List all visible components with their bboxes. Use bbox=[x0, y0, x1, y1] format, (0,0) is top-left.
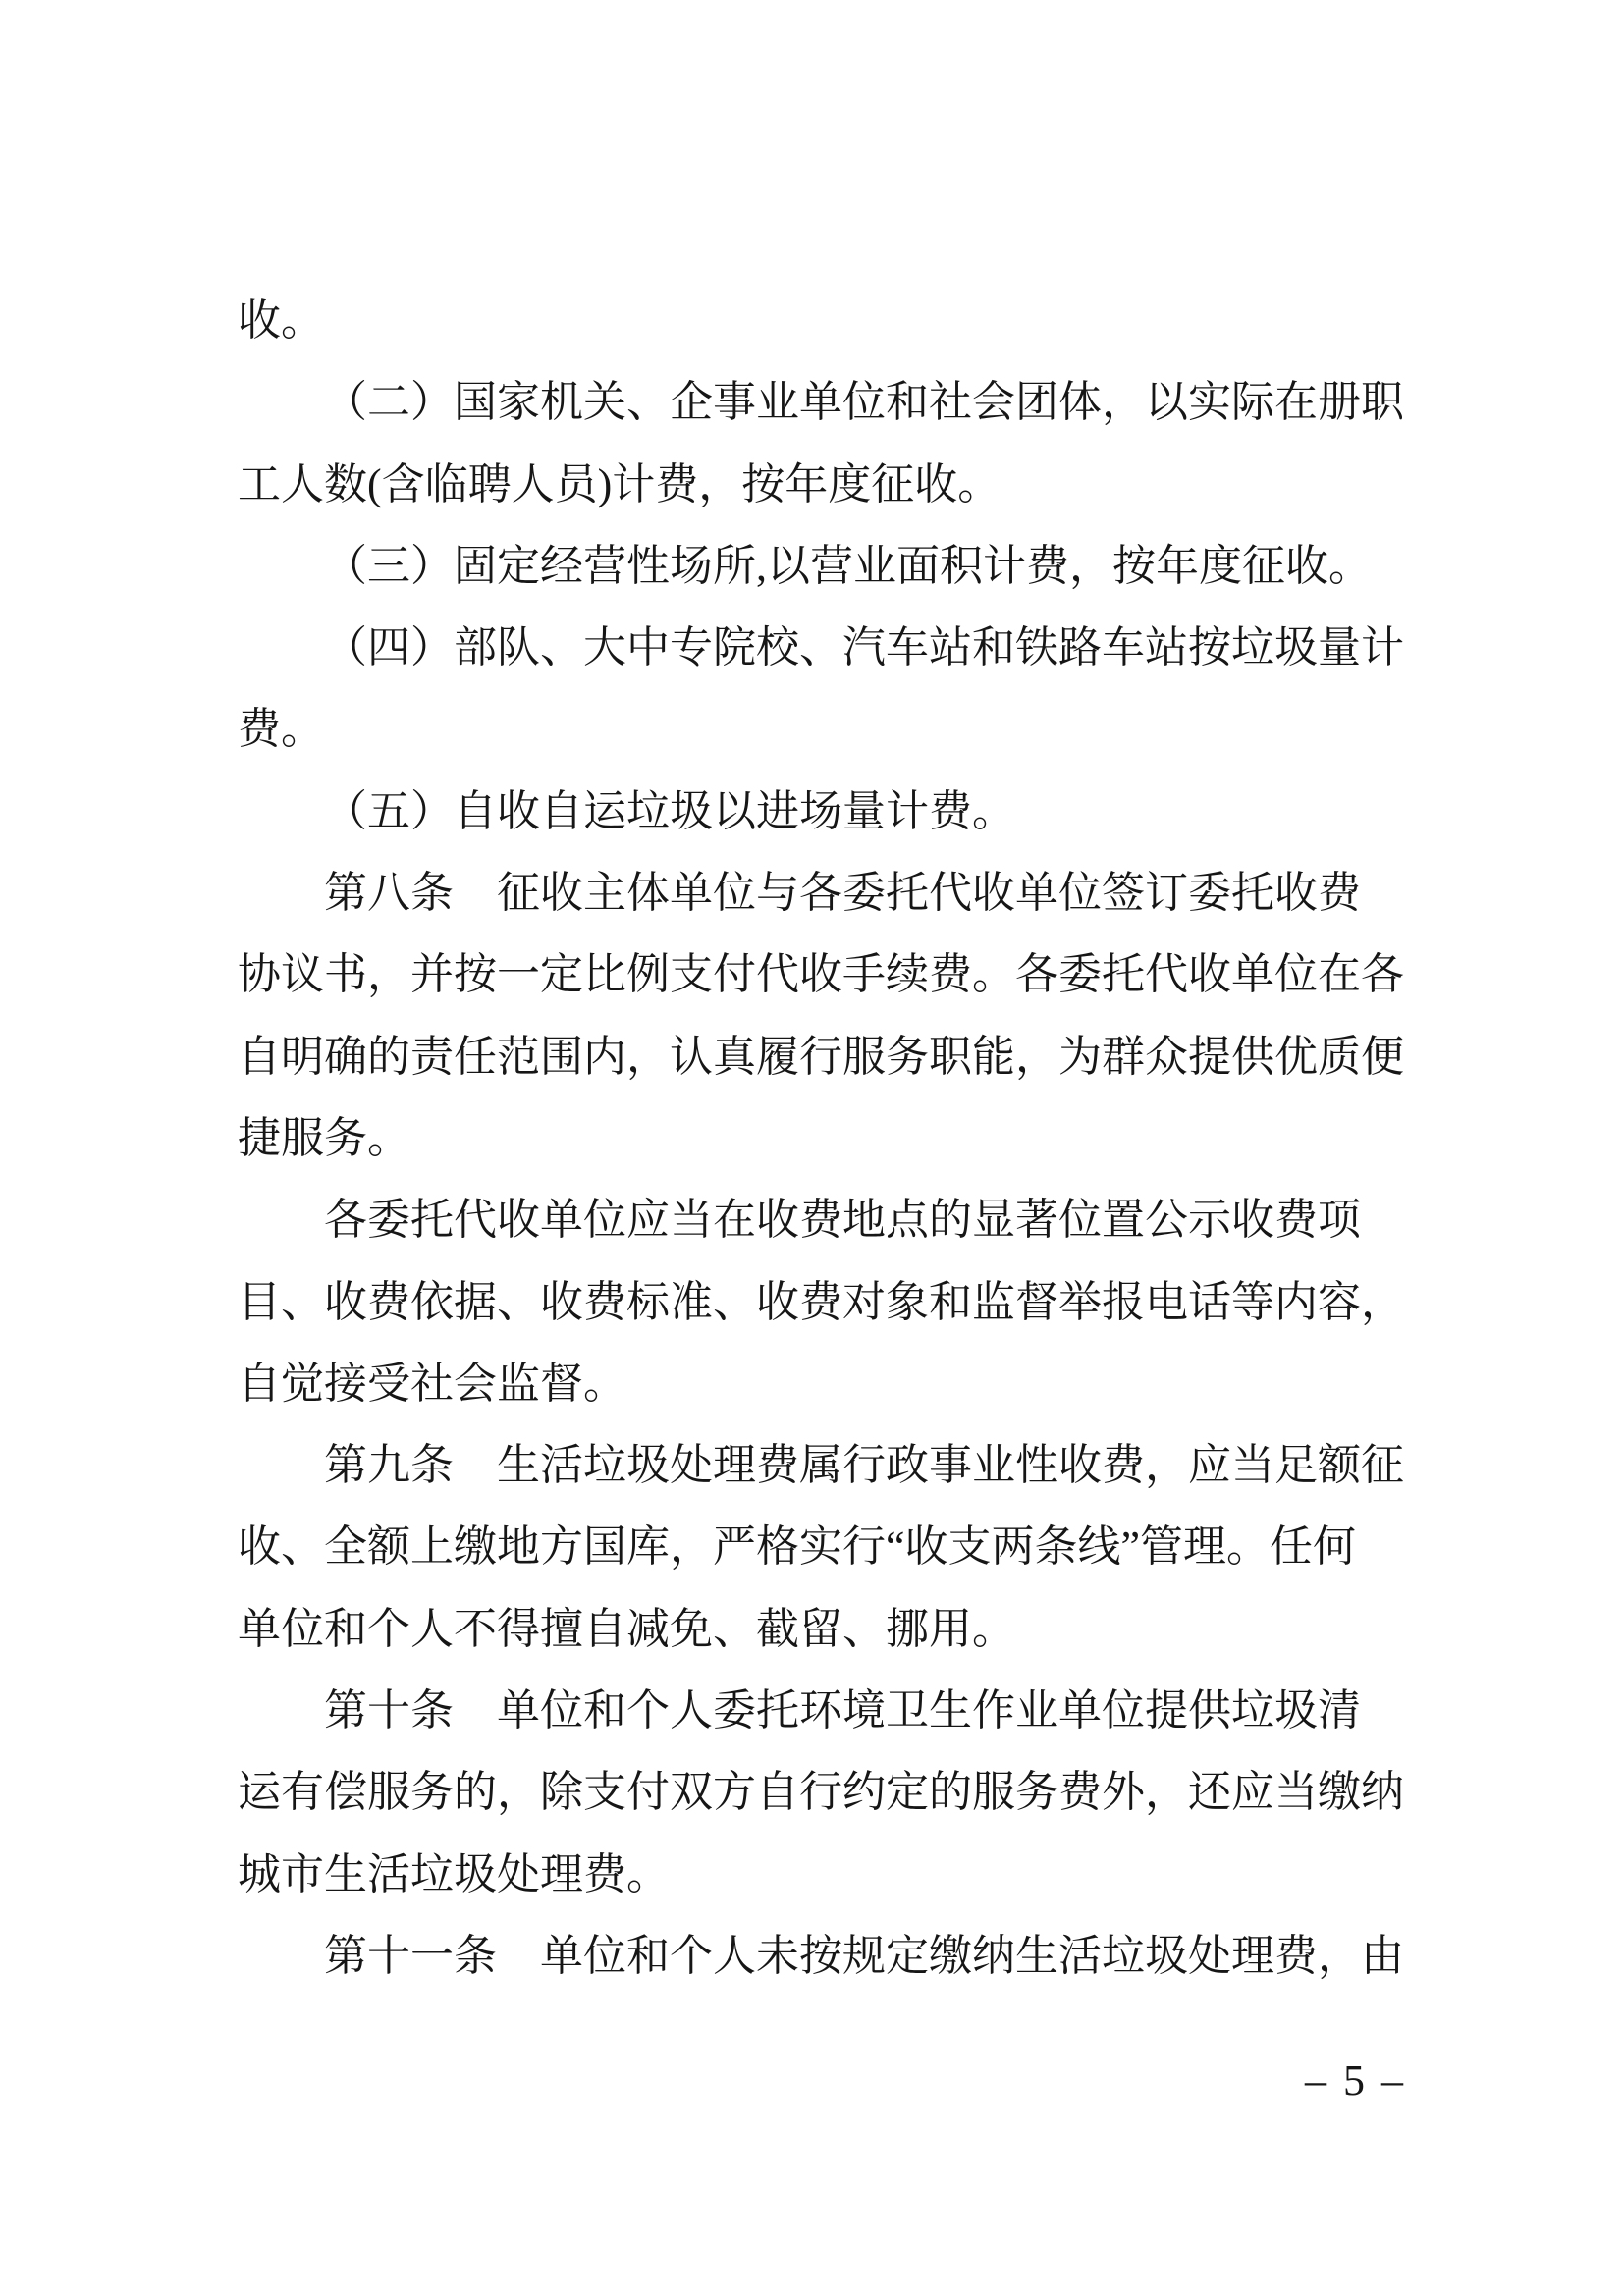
document-body bbox=[238, 280, 1406, 1997]
text-line: 费。 bbox=[238, 705, 324, 754]
text-line: （三）固定经营性场所,以营业面积计费，按年度征收。 bbox=[324, 541, 1372, 590]
text-line: （四）部队、大中专院校、汽车站和铁路车站按垃圾量计 bbox=[324, 623, 1404, 672]
text-line: 第九条 生活垃圾处理费属行政事业性收费，应当足额征 bbox=[324, 1441, 1404, 1490]
text-line: 自明确的责任范围内，认真履行服务职能，为群众提供优质便 bbox=[238, 1032, 1404, 1081]
text-line: （五）自收自运垃圾以进场量计费。 bbox=[324, 786, 1015, 835]
text-line: 捷服务。 bbox=[238, 1113, 410, 1162]
text-line: （二）国家机关、企事业单位和社会团体，以实际在册职 bbox=[324, 378, 1404, 427]
text-line: 工人数(含临聘人员)计费，按年度征收。 bbox=[238, 459, 1001, 508]
text-line: 各委托代收单位应当在收费地点的显著位置公示收费项 bbox=[324, 1196, 1361, 1245]
text-line: 自觉接受社会监督。 bbox=[238, 1359, 626, 1408]
text-line: 目、收费依据、收费标准、收费对象和监督举报电话等内容， bbox=[238, 1277, 1404, 1326]
page-number: – 5 – bbox=[1305, 2056, 1406, 2105]
text-line: 第十一条 单位和个人未按规定缴纳生活垃圾处理费，由 bbox=[324, 1931, 1404, 1980]
text-line: 协议书，并按一定比例支付代收手续费。各委托代收单位在各 bbox=[238, 950, 1404, 999]
text-line: 收、全额上缴地方国库，严格实行“收支两条线”管理。任何 bbox=[238, 1522, 1357, 1572]
text-line: 收。 bbox=[238, 296, 324, 345]
text-line: 城市生活垃圾处理费。 bbox=[238, 1849, 670, 1898]
text-line: 第十条 单位和个人委托环境卫生作业单位提供垃圾清 bbox=[324, 1686, 1361, 1735]
text-line: 单位和个人不得擅自减免、截留、挪用。 bbox=[238, 1604, 1015, 1653]
text-line: 运有偿服务的，除支付双方自行约定的服务费外，还应当缴纳 bbox=[238, 1768, 1404, 1817]
text-line: 第八条 征收主体单位与各委托代收单位签订委托收费 bbox=[324, 869, 1361, 918]
